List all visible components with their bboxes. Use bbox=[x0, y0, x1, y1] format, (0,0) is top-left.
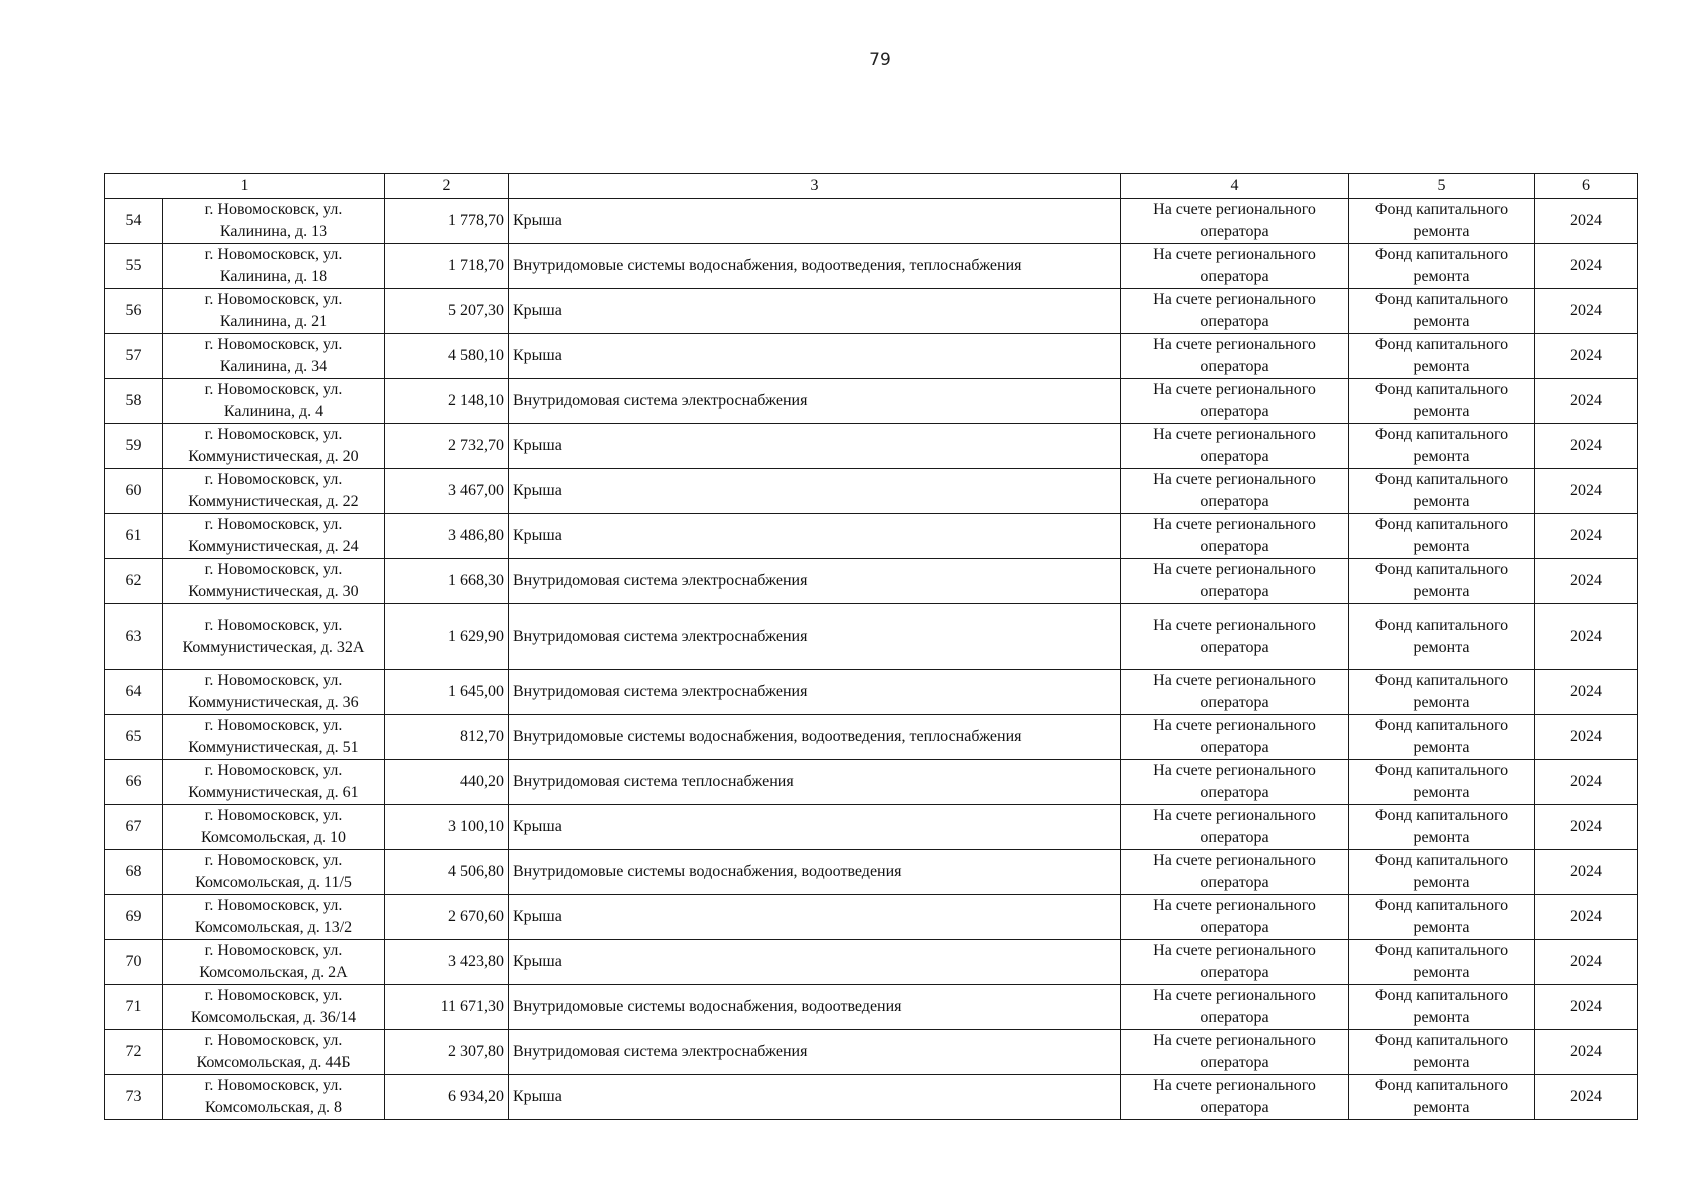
table-row bbox=[105, 379, 1638, 424]
row-number: 63 bbox=[105, 604, 163, 670]
work-type-cell: Крыша bbox=[509, 940, 1121, 985]
area-cell: 2 307,80 bbox=[385, 1030, 509, 1075]
year-cell: 2024 bbox=[1535, 895, 1638, 940]
table-row bbox=[105, 604, 1638, 670]
year-cell: 2024 bbox=[1535, 469, 1638, 514]
area-cell: 3 423,80 bbox=[385, 940, 509, 985]
repair-register-table bbox=[104, 173, 1638, 1120]
year-cell: 2024 bbox=[1535, 715, 1638, 760]
account-cell: На счете регионального оператора bbox=[1121, 670, 1349, 715]
work-type-cell: Внутридомовая система электроснабжения bbox=[509, 670, 1121, 715]
area-cell: 2 732,70 bbox=[385, 424, 509, 469]
column-header-4: 4 bbox=[1121, 174, 1349, 199]
address-cell: г. Новомосковск, ул. Калинина, д. 34 bbox=[163, 334, 385, 379]
table-row bbox=[105, 760, 1638, 805]
work-type-cell: Крыша bbox=[509, 334, 1121, 379]
funding-source-cell: Фонд капитального ремонта bbox=[1349, 379, 1535, 424]
row-number: 54 bbox=[105, 199, 163, 244]
year-cell: 2024 bbox=[1535, 940, 1638, 985]
table-row bbox=[105, 715, 1638, 760]
account-cell: На счете регионального оператора bbox=[1121, 334, 1349, 379]
header-row bbox=[105, 174, 1638, 199]
year-cell: 2024 bbox=[1535, 760, 1638, 805]
page-number: 79 bbox=[869, 50, 891, 70]
work-type-cell: Крыша bbox=[509, 424, 1121, 469]
row-number: 70 bbox=[105, 940, 163, 985]
year-cell: 2024 bbox=[1535, 604, 1638, 670]
column-header-1: 1 bbox=[105, 174, 385, 199]
row-number: 69 bbox=[105, 895, 163, 940]
address-cell: г. Новомосковск, ул. Коммунистическая, д. 61 bbox=[163, 760, 385, 805]
funding-source-cell: Фонд капитального ремонта bbox=[1349, 1075, 1535, 1120]
account-cell: На счете регионального оператора bbox=[1121, 379, 1349, 424]
row-number: 67 bbox=[105, 805, 163, 850]
address-cell: г. Новомосковск, ул. Комсомольская, д. 13/2 bbox=[163, 895, 385, 940]
year-cell: 2024 bbox=[1535, 559, 1638, 604]
table-row bbox=[105, 289, 1638, 334]
work-type-cell: Крыша bbox=[509, 805, 1121, 850]
account-cell: На счете регионального оператора bbox=[1121, 199, 1349, 244]
area-cell: 3 100,10 bbox=[385, 805, 509, 850]
column-header-2: 2 bbox=[385, 174, 509, 199]
account-cell: На счете регионального оператора bbox=[1121, 805, 1349, 850]
funding-source-cell: Фонд капитального ремонта bbox=[1349, 1030, 1535, 1075]
funding-source-cell: Фонд капитального ремонта bbox=[1349, 760, 1535, 805]
work-type-cell: Крыша bbox=[509, 1075, 1121, 1120]
row-number: 65 bbox=[105, 715, 163, 760]
address-cell: г. Новомосковск, ул. Калинина, д. 4 bbox=[163, 379, 385, 424]
account-cell: На счете регионального оператора bbox=[1121, 244, 1349, 289]
row-number: 57 bbox=[105, 334, 163, 379]
row-number: 55 bbox=[105, 244, 163, 289]
table-row bbox=[105, 1075, 1638, 1120]
funding-source-cell: Фонд капитального ремонта bbox=[1349, 289, 1535, 334]
year-cell: 2024 bbox=[1535, 199, 1638, 244]
table-row bbox=[105, 559, 1638, 604]
area-cell: 2 670,60 bbox=[385, 895, 509, 940]
row-number: 60 bbox=[105, 469, 163, 514]
work-type-cell: Внутридомовая система теплоснабжения bbox=[509, 760, 1121, 805]
table-row bbox=[105, 895, 1638, 940]
funding-source-cell: Фонд капитального ремонта bbox=[1349, 199, 1535, 244]
work-type-cell: Крыша bbox=[509, 289, 1121, 334]
address-cell: г. Новомосковск, ул. Коммунистическая, д. 30 bbox=[163, 559, 385, 604]
address-cell: г. Новомосковск, ул. Калинина, д. 18 bbox=[163, 244, 385, 289]
table-row bbox=[105, 1030, 1638, 1075]
table-row bbox=[105, 244, 1638, 289]
row-number: 59 bbox=[105, 424, 163, 469]
row-number: 72 bbox=[105, 1030, 163, 1075]
funding-source-cell: Фонд капитального ремонта bbox=[1349, 940, 1535, 985]
funding-source-cell: Фонд капитального ремонта bbox=[1349, 670, 1535, 715]
row-number: 66 bbox=[105, 760, 163, 805]
address-cell: г. Новомосковск, ул. Комсомольская, д. 8 bbox=[163, 1075, 385, 1120]
account-cell: На счете регионального оператора bbox=[1121, 604, 1349, 670]
funding-source-cell: Фонд капитального ремонта bbox=[1349, 985, 1535, 1030]
funding-source-cell: Фонд капитального ремонта bbox=[1349, 469, 1535, 514]
area-cell: 1 629,90 bbox=[385, 604, 509, 670]
area-cell: 3 467,00 bbox=[385, 469, 509, 514]
address-cell: г. Новомосковск, ул. Комсомольская, д. 2А bbox=[163, 940, 385, 985]
address-cell: г. Новомосковск, ул. Калинина, д. 13 bbox=[163, 199, 385, 244]
year-cell: 2024 bbox=[1535, 514, 1638, 559]
year-cell: 2024 bbox=[1535, 289, 1638, 334]
year-cell: 2024 bbox=[1535, 424, 1638, 469]
work-type-cell: Внутридомовая система электроснабжения bbox=[509, 559, 1121, 604]
address-cell: г. Новомосковск, ул. Комсомольская, д. 11/5 bbox=[163, 850, 385, 895]
address-cell: г. Новомосковск, ул. Калинина, д. 21 bbox=[163, 289, 385, 334]
work-type-cell: Крыша bbox=[509, 199, 1121, 244]
area-cell: 1 668,30 bbox=[385, 559, 509, 604]
funding-source-cell: Фонд капитального ремонта bbox=[1349, 334, 1535, 379]
area-cell: 5 207,30 bbox=[385, 289, 509, 334]
column-header-5: 5 bbox=[1349, 174, 1535, 199]
account-cell: На счете регионального оператора bbox=[1121, 289, 1349, 334]
account-cell: На счете регионального оператора bbox=[1121, 1030, 1349, 1075]
work-type-cell: Внутридомовые системы водоснабжения, водоотведения bbox=[509, 985, 1121, 1030]
table-body bbox=[105, 199, 1638, 1120]
work-type-cell: Внутридомовые системы водоснабжения, водоотведения, теплоснабжения bbox=[509, 715, 1121, 760]
area-cell: 11 671,30 bbox=[385, 985, 509, 1030]
address-cell: г. Новомосковск, ул. Коммунистическая, д. 24 bbox=[163, 514, 385, 559]
table-row bbox=[105, 334, 1638, 379]
address-cell: г. Новомосковск, ул. Комсомольская, д. 36/14 bbox=[163, 985, 385, 1030]
row-number: 71 bbox=[105, 985, 163, 1030]
table-row bbox=[105, 469, 1638, 514]
row-number: 61 bbox=[105, 514, 163, 559]
account-cell: На счете регионального оператора bbox=[1121, 895, 1349, 940]
table-row bbox=[105, 985, 1638, 1030]
row-number: 58 bbox=[105, 379, 163, 424]
area-cell: 440,20 bbox=[385, 760, 509, 805]
area-cell: 812,70 bbox=[385, 715, 509, 760]
work-type-cell: Внутридомовая система электроснабжения bbox=[509, 379, 1121, 424]
area-cell: 6 934,20 bbox=[385, 1075, 509, 1120]
funding-source-cell: Фонд капитального ремонта bbox=[1349, 805, 1535, 850]
account-cell: На счете регионального оператора bbox=[1121, 424, 1349, 469]
account-cell: На счете регионального оператора bbox=[1121, 715, 1349, 760]
area-cell: 1 718,70 bbox=[385, 244, 509, 289]
table-row bbox=[105, 670, 1638, 715]
funding-source-cell: Фонд капитального ремонта bbox=[1349, 715, 1535, 760]
address-cell: г. Новомосковск, ул. Коммунистическая, д. 51 bbox=[163, 715, 385, 760]
funding-source-cell: Фонд капитального ремонта bbox=[1349, 514, 1535, 559]
account-cell: На счете регионального оператора bbox=[1121, 940, 1349, 985]
year-cell: 2024 bbox=[1535, 670, 1638, 715]
funding-source-cell: Фонд капитального ремонта bbox=[1349, 604, 1535, 670]
column-number-header bbox=[105, 174, 1638, 199]
work-type-cell: Внутридомовая система электроснабжения bbox=[509, 1030, 1121, 1075]
area-cell: 1 778,70 bbox=[385, 199, 509, 244]
funding-source-cell: Фонд капитального ремонта bbox=[1349, 244, 1535, 289]
area-cell: 1 645,00 bbox=[385, 670, 509, 715]
year-cell: 2024 bbox=[1535, 334, 1638, 379]
column-header-6: 6 bbox=[1535, 174, 1638, 199]
column-header-3: 3 bbox=[509, 174, 1121, 199]
row-number: 68 bbox=[105, 850, 163, 895]
row-number: 73 bbox=[105, 1075, 163, 1120]
row-number: 64 bbox=[105, 670, 163, 715]
table-row bbox=[105, 424, 1638, 469]
address-cell: г. Новомосковск, ул. Коммунистическая, д. 22 bbox=[163, 469, 385, 514]
table-row bbox=[105, 199, 1638, 244]
year-cell: 2024 bbox=[1535, 805, 1638, 850]
work-type-cell: Внутридомовые системы водоснабжения, водоотведения bbox=[509, 850, 1121, 895]
address-cell: г. Новомосковск, ул. Комсомольская, д. 10 bbox=[163, 805, 385, 850]
work-type-cell: Крыша bbox=[509, 469, 1121, 514]
account-cell: На счете регионального оператора bbox=[1121, 760, 1349, 805]
row-number: 62 bbox=[105, 559, 163, 604]
account-cell: На счете регионального оператора bbox=[1121, 514, 1349, 559]
area-cell: 4 506,80 bbox=[385, 850, 509, 895]
work-type-cell: Внутридомовая система электроснабжения bbox=[509, 604, 1121, 670]
area-cell: 3 486,80 bbox=[385, 514, 509, 559]
work-type-cell: Крыша bbox=[509, 514, 1121, 559]
table-row bbox=[105, 850, 1638, 895]
year-cell: 2024 bbox=[1535, 1030, 1638, 1075]
account-cell: На счете регионального оператора bbox=[1121, 850, 1349, 895]
funding-source-cell: Фонд капитального ремонта bbox=[1349, 424, 1535, 469]
year-cell: 2024 bbox=[1535, 379, 1638, 424]
year-cell: 2024 bbox=[1535, 985, 1638, 1030]
account-cell: На счете регионального оператора bbox=[1121, 559, 1349, 604]
table-row bbox=[105, 514, 1638, 559]
year-cell: 2024 bbox=[1535, 850, 1638, 895]
account-cell: На счете регионального оператора bbox=[1121, 985, 1349, 1030]
year-cell: 2024 bbox=[1535, 244, 1638, 289]
address-cell: г. Новомосковск, ул. Коммунистическая, д. 20 bbox=[163, 424, 385, 469]
work-type-cell: Внутридомовые системы водоснабжения, водоотведения, теплоснабжения bbox=[509, 244, 1121, 289]
funding-source-cell: Фонд капитального ремонта bbox=[1349, 895, 1535, 940]
row-number: 56 bbox=[105, 289, 163, 334]
work-type-cell: Крыша bbox=[509, 895, 1121, 940]
table-row bbox=[105, 940, 1638, 985]
area-cell: 4 580,10 bbox=[385, 334, 509, 379]
account-cell: На счете регионального оператора bbox=[1121, 1075, 1349, 1120]
address-cell: г. Новомосковск, ул. Коммунистическая, д. 36 bbox=[163, 670, 385, 715]
address-cell: г. Новомосковск, ул. Коммунистическая, д. 32А bbox=[163, 604, 385, 670]
year-cell: 2024 bbox=[1535, 1075, 1638, 1120]
area-cell: 2 148,10 bbox=[385, 379, 509, 424]
table-row bbox=[105, 805, 1638, 850]
funding-source-cell: Фонд капитального ремонта bbox=[1349, 559, 1535, 604]
address-cell: г. Новомосковск, ул. Комсомольская, д. 44Б bbox=[163, 1030, 385, 1075]
funding-source-cell: Фонд капитального ремонта bbox=[1349, 850, 1535, 895]
account-cell: На счете регионального оператора bbox=[1121, 469, 1349, 514]
